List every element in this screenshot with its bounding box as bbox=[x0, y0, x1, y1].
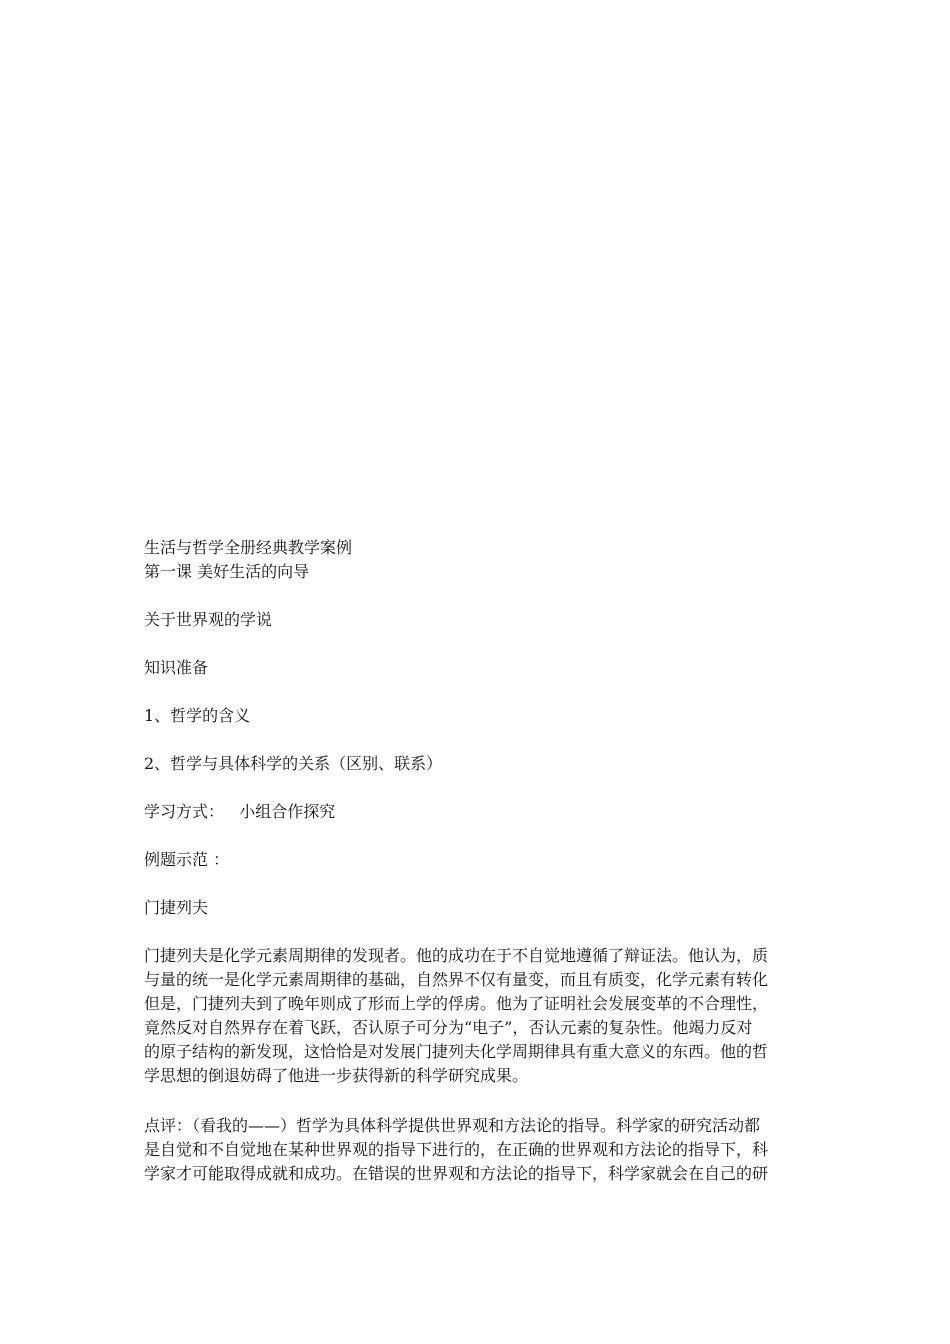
comment-line: 学家才可能取得成就和成功。在错误的世界观和方法论的指导下，科学家就会在自己的研 bbox=[144, 1164, 769, 1183]
document-body bbox=[144, 536, 808, 1186]
spacer bbox=[144, 920, 808, 944]
document-title: 生活与哲学全册经典教学案例 bbox=[144, 538, 353, 557]
example-paragraph bbox=[144, 944, 808, 1088]
point-1: 1、哲学的含义 bbox=[144, 706, 251, 725]
example-line: 但是，门捷列夫到了晚年则成了形而上学的俘虏。他为了证明社会发展变革的不合理性， bbox=[144, 994, 769, 1013]
spacer bbox=[144, 776, 808, 800]
knowledge-prep-heading: 知识准备 bbox=[144, 658, 209, 677]
point-2: 2、哲学与具体科学的关系（区别、联系） bbox=[144, 754, 443, 773]
example-line: 学思想的倒退妨碍了他进一步获得新的科学研究成果。 bbox=[144, 1066, 529, 1085]
lesson-title: 第一课 美好生活的向导 bbox=[144, 562, 310, 581]
spacer bbox=[144, 872, 808, 896]
section-title: 关于世界观的学说 bbox=[144, 610, 273, 629]
comment-line: 点评：（看我的——）哲学为具体科学提供世界观和方法论的指导。科学家的研究活动都 bbox=[144, 1116, 761, 1135]
spacer bbox=[144, 680, 808, 704]
spacer bbox=[144, 728, 808, 752]
comment-paragraph bbox=[144, 1114, 808, 1186]
spacer bbox=[144, 824, 808, 848]
example-line: 的原子结构的新发现，这恰恰是对发展门捷列夫化学周期律具有重大意义的东西。他的哲 bbox=[144, 1042, 769, 1061]
comment-line: 是自觉和不自觉地在某种世界观的指导下进行的，在正确的世界观和方法论的指导下，科 bbox=[144, 1140, 769, 1159]
spacer bbox=[144, 1088, 808, 1114]
example-heading: 例题示范 ： bbox=[144, 850, 230, 869]
example-line: 门捷列夫是化学元素周期律的发现者。他的成功在于不自觉地遵循了辩证法。他认为，质 bbox=[144, 946, 769, 965]
study-method: 学习方式： 小组合作探究 bbox=[144, 802, 336, 821]
example-line: 竟然反对自然界存在着飞跃，否认原子可分为“电子”，否认元素的复杂性。他竭力反对 bbox=[144, 1018, 753, 1037]
example-line: 与量的统一是化学元素周期律的基础，自然界不仅有量变，而且有质变，化学元素有转化 bbox=[144, 970, 769, 989]
spacer bbox=[144, 584, 808, 608]
spacer bbox=[144, 632, 808, 656]
example-title: 门捷列夫 bbox=[144, 898, 209, 917]
